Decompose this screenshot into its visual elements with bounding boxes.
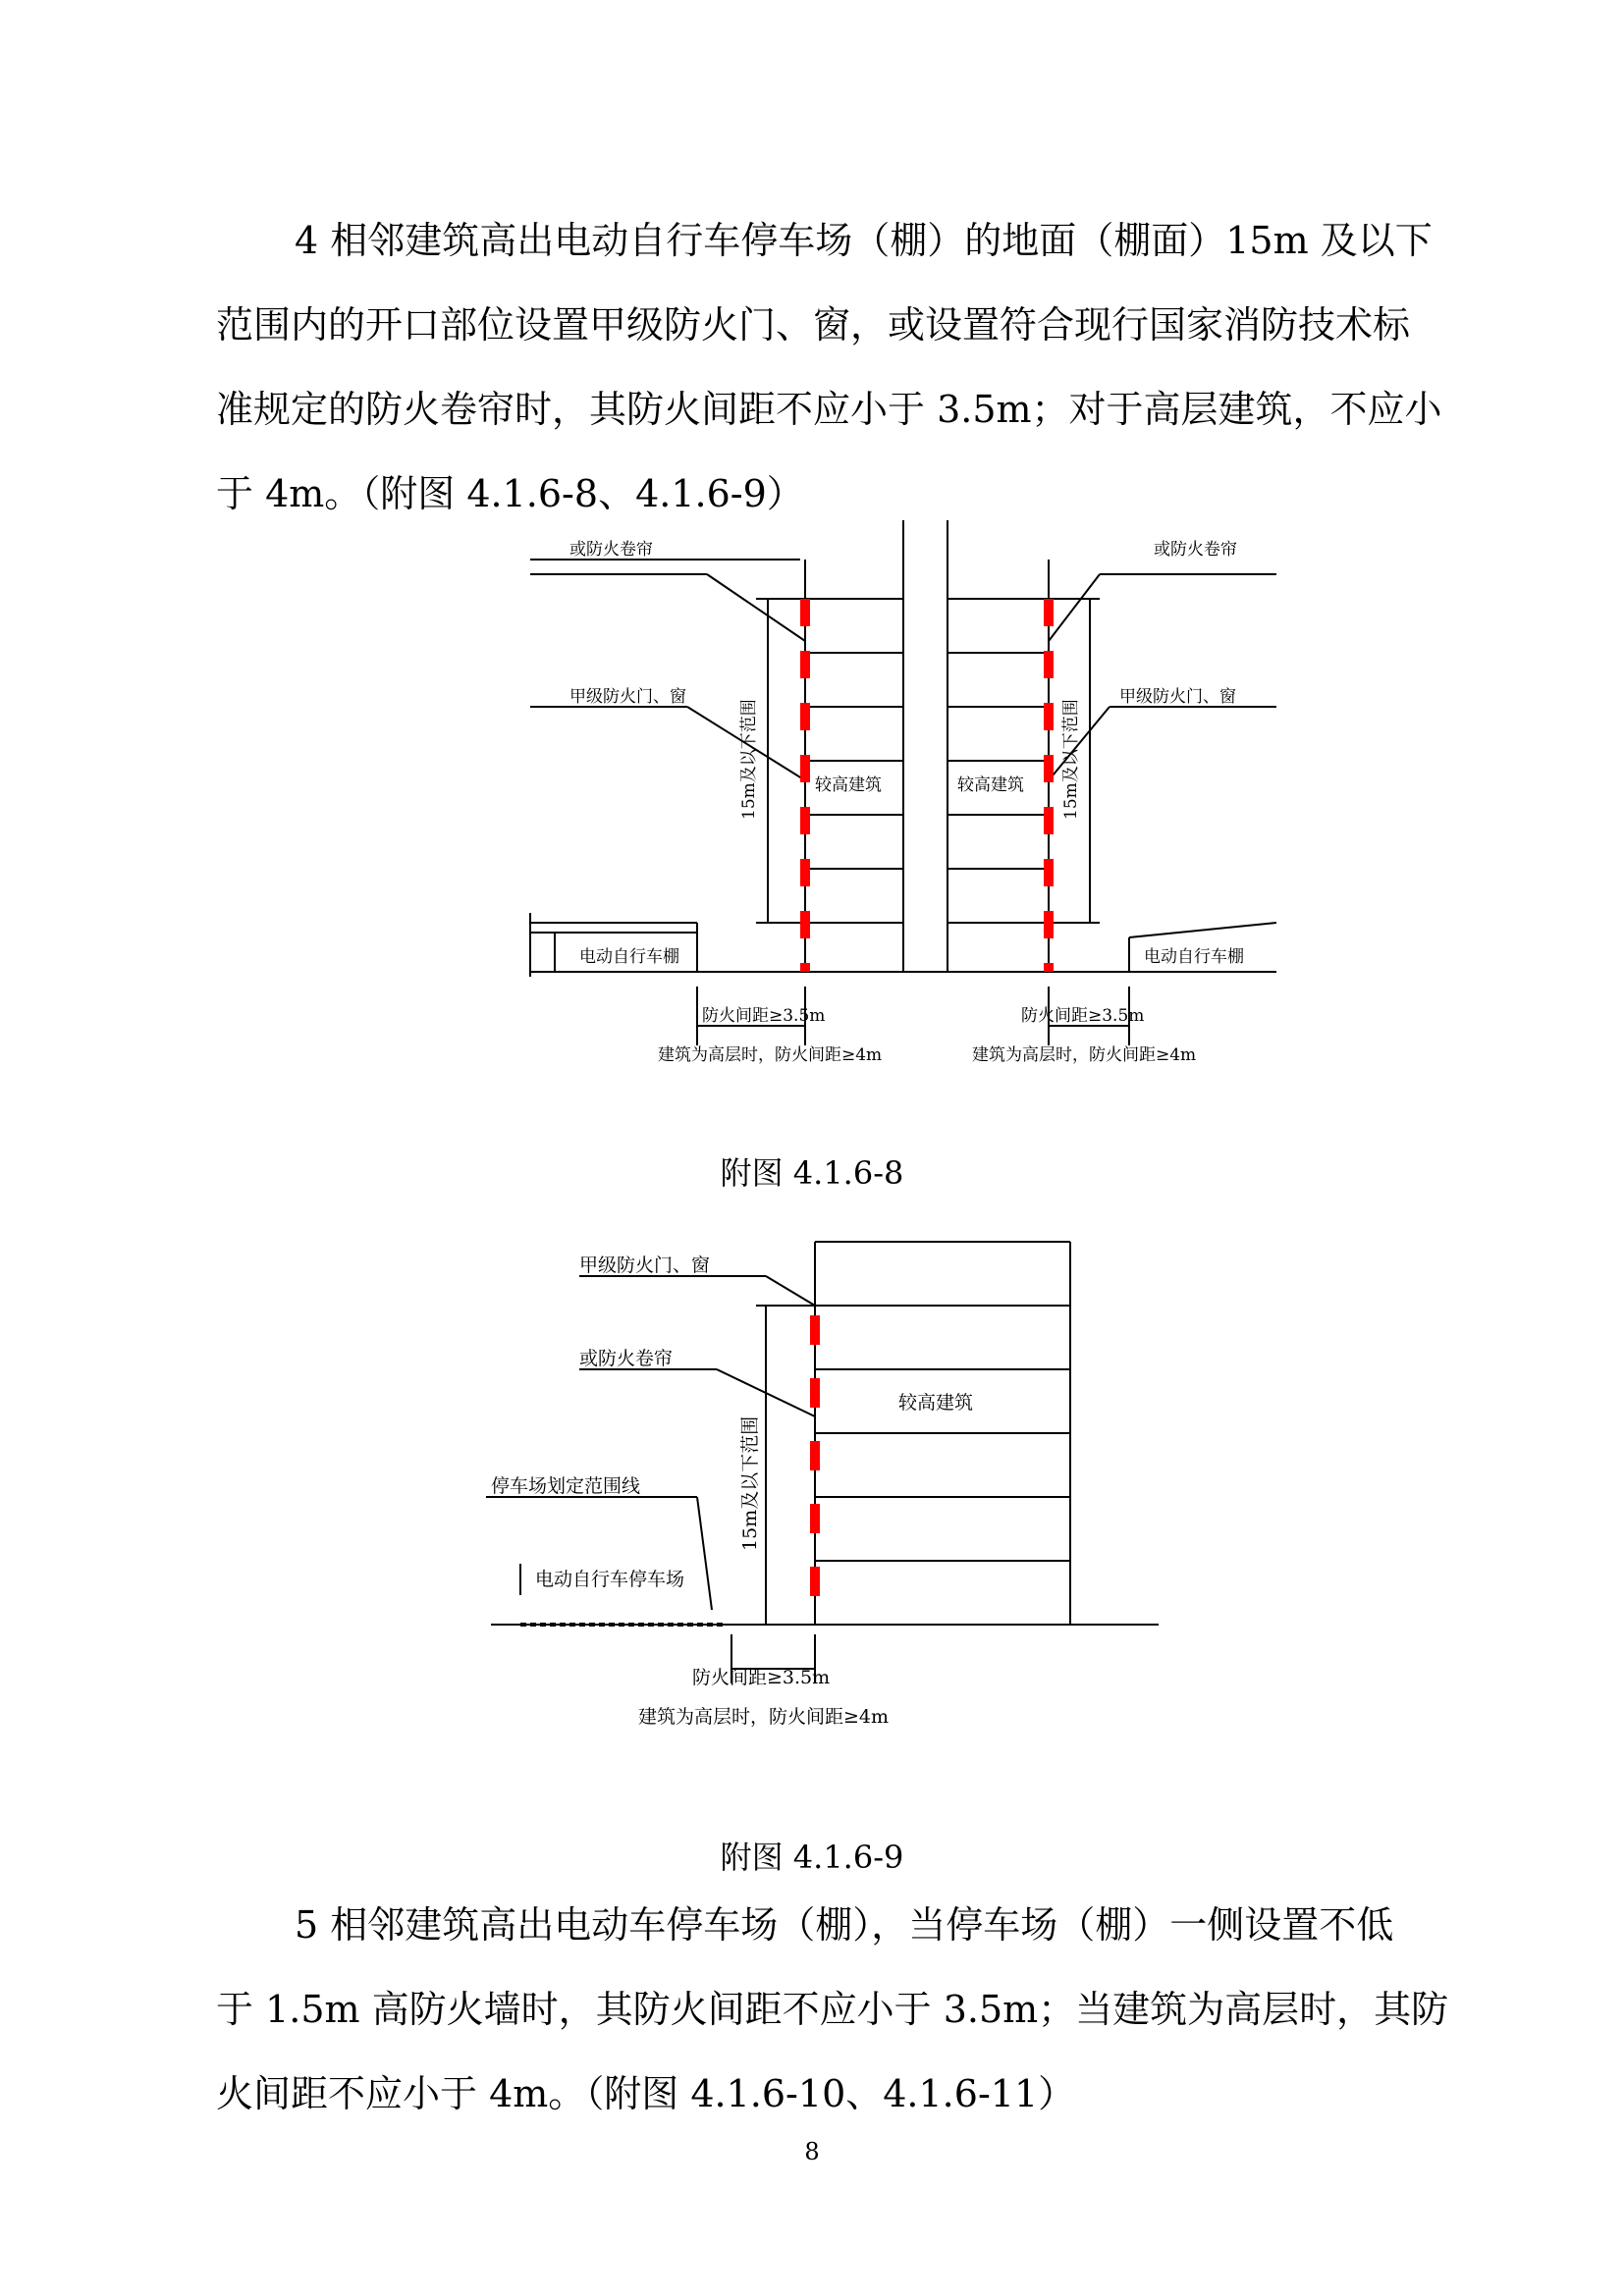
paragraph-line: 4 相邻建筑高出电动自行车停车场（棚）的地面（棚面）15m 及以下 bbox=[295, 219, 1433, 262]
paragraph-4 bbox=[216, 198, 1442, 536]
label-building-left: 较高建筑 bbox=[815, 775, 882, 795]
label-shed-left: 电动自行车棚 bbox=[579, 947, 679, 967]
label-dist1-left: 防火间距≥3.5m bbox=[702, 1006, 826, 1026]
figure-4-1-6-8 bbox=[511, 515, 1296, 1080]
label-range: 15m及以下范围 bbox=[739, 1415, 761, 1551]
label-door-left: 甲级防火门、窗 bbox=[569, 687, 686, 707]
label-boundary: 停车场划定范围线 bbox=[491, 1475, 641, 1497]
label-shutter-right: 或防火卷帘 bbox=[1154, 540, 1237, 560]
figure-caption: 附图 4.1.6-8 bbox=[720, 1154, 904, 1192]
paragraph-line: 准规定的防火卷帘时，其防火间距不应小于 3.5m；对于高层建筑，不应小 bbox=[216, 388, 1442, 431]
label-shed-right: 电动自行车棚 bbox=[1144, 947, 1244, 967]
label-shutter: 或防火卷帘 bbox=[579, 1348, 674, 1369]
figure-4-1-6-9 bbox=[481, 1222, 1168, 1733]
label-range-right: 15m及以下范围 bbox=[1061, 699, 1081, 820]
label-shutter-left: 或防火卷帘 bbox=[569, 540, 653, 560]
label-building: 较高建筑 bbox=[898, 1392, 974, 1414]
label-dist2-right: 建筑为高层时，防火间距≥4m bbox=[972, 1045, 1197, 1065]
label-door: 甲级防火门、窗 bbox=[579, 1255, 711, 1276]
label-door-right: 甲级防火门、窗 bbox=[1119, 687, 1236, 707]
label-dist2-left: 建筑为高层时，防火间距≥4m bbox=[658, 1045, 883, 1065]
paragraph-line: 火间距不应小于 4m。（附图 4.1.6-10、4.1.6-11） bbox=[216, 2072, 1076, 2115]
label-parking: 电动自行车停车场 bbox=[535, 1569, 685, 1590]
paragraph-line: 于 1.5m 高防火墙时，其防火间距不应小于 3.5m；当建筑为高层时，其防 bbox=[216, 1988, 1449, 2031]
label-building-right: 较高建筑 bbox=[957, 775, 1024, 795]
label-range-left: 15m及以下范围 bbox=[739, 699, 759, 820]
label-dist1-right: 防火间距≥3.5m bbox=[1021, 1006, 1145, 1026]
label-dist1: 防火间距≥3.5m bbox=[692, 1667, 831, 1688]
paragraph-5 bbox=[216, 1883, 1449, 2136]
page-number: 8 bbox=[804, 2138, 820, 2165]
figure-caption: 附图 4.1.6-9 bbox=[720, 1839, 904, 1876]
paragraph-line: 5 相邻建筑高出电动车停车场（棚），当停车场（棚）一侧设置不低 bbox=[295, 1903, 1394, 1947]
label-dist2: 建筑为高层时，防火间距≥4m bbox=[638, 1706, 890, 1728]
paragraph-line: 范围内的开口部位设置甲级防火门、窗，或设置符合现行国家消防技术标 bbox=[216, 303, 1411, 347]
paragraph-line: 于 4m。（附图 4.1.6-8、4.1.6-9） bbox=[216, 472, 804, 515]
